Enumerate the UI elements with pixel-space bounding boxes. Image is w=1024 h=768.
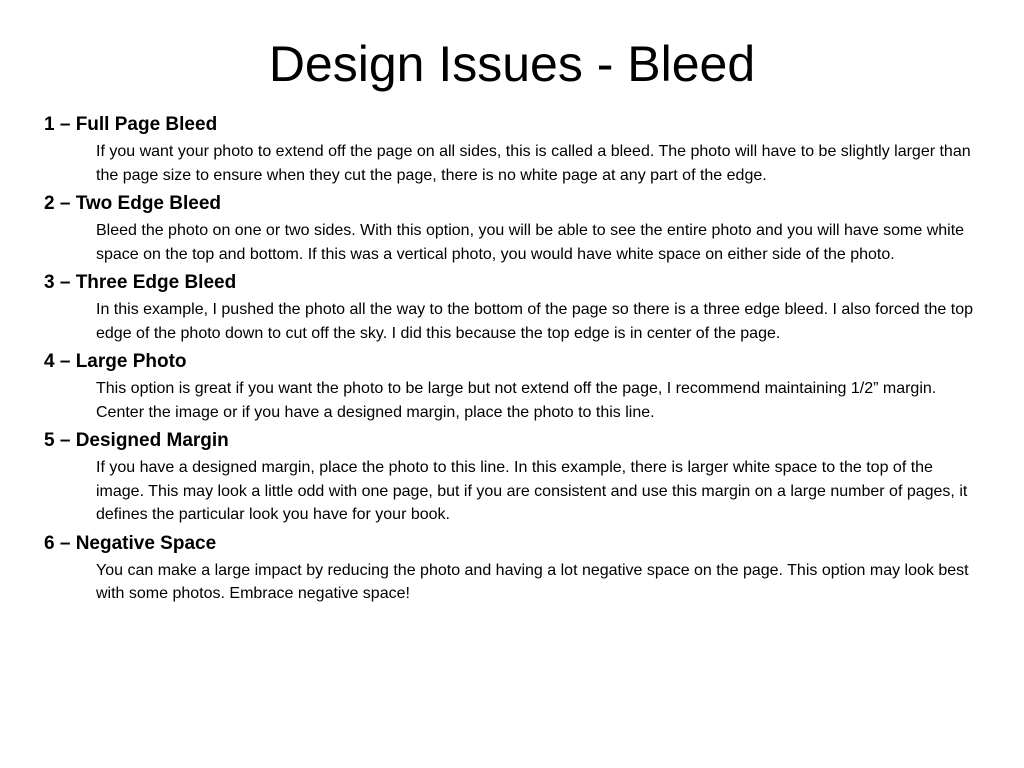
item-heading: 4 – Large Photo: [44, 351, 187, 372]
list-item: [44, 428, 984, 527]
item-heading: 2 – Two Edge Bleed: [44, 193, 222, 214]
item-description: If you have a designed margin, place the photo to this line. In this example, there is larger white space to the top of the image. This may look a little odd with one page, but if you are consistent and use this margin on a large number of pages, it defines the particular look you have for your book.: [96, 459, 968, 523]
item-heading: 3 – Three Edge Bleed: [44, 272, 237, 293]
item-heading: 6 – Negative Space: [44, 532, 217, 554]
item-description: You can make a large impact by reducing the photo and having a lot negative space on the page. This option may look best with some photos. Embrace negative space!: [96, 561, 969, 602]
item-description: This option is great if you want the photo to be large but not extend off the page, I recommend maintaining 1/2” margin. Center the image or if you have a designed margin, place the photo to this line.: [96, 380, 937, 421]
item-heading: 1 – Full Page Bleed: [44, 114, 218, 135]
item-heading: 5 – Designed Margin: [44, 430, 229, 451]
list-item: [44, 191, 984, 266]
list-item: [44, 270, 984, 345]
list-item: [44, 112, 984, 187]
list-item: [44, 349, 984, 424]
bleed-options-list: [44, 112, 984, 610]
list-item: [44, 531, 984, 606]
item-description: Bleed the photo on one or two sides. With this option, you will be able to see the entire photo and you will have some white space on the top and bottom. If this was a vertical photo, you would have white space on either side of the photo.: [96, 222, 965, 263]
slide-title: Design Issues - Bleed: [268, 36, 756, 92]
item-description: In this example, I pushed the photo all the way to the bottom of the page so there is a three edge bleed. I also forced the top edge of the photo down to cut off the sky. I did this because the top edge is in center of the page.: [96, 301, 974, 342]
item-description: If you want your photo to extend off the page on all sides, this is called a bleed. The photo will have to be slightly larger than the page size to ensure when they cut the page, there is no white page at any part of the edge.: [96, 143, 971, 184]
